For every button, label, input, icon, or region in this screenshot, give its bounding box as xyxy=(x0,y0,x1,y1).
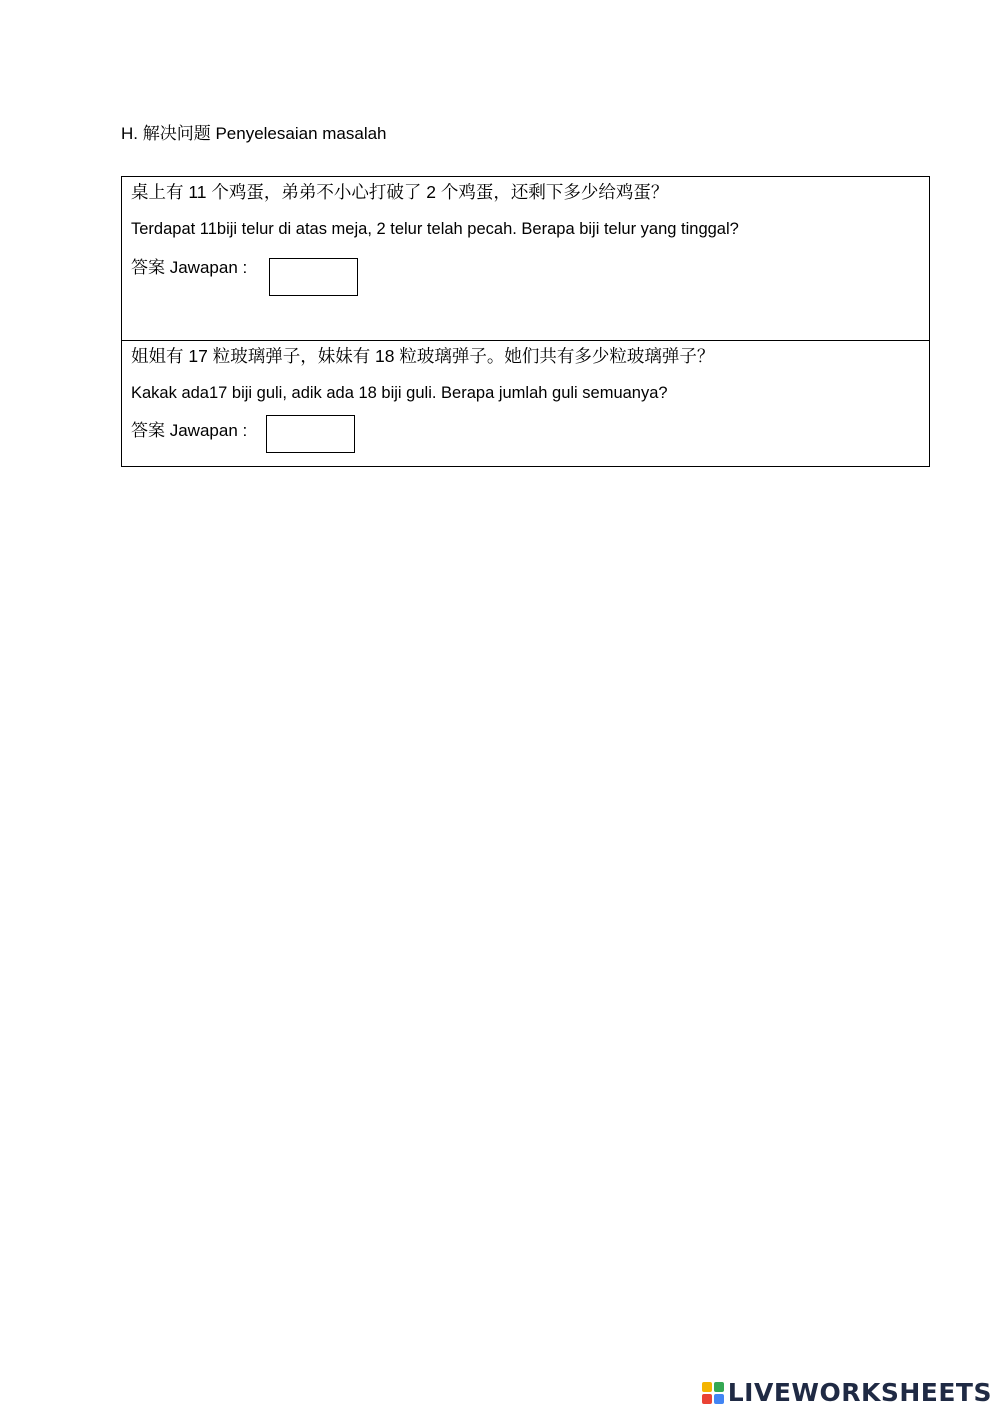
question-1-chinese-text: 桌上有 11 个鸡蛋，弟弟不小心打破了 2 个鸡蛋，还剩下多少给鸡蛋？ xyxy=(131,182,669,202)
question-2-chinese-text: 姐姐有 17 粒玻璃弹子，妹妹有 18 粒玻璃弹子。她们共有多少粒玻璃弹子？ xyxy=(131,346,715,366)
question-1 xyxy=(122,177,929,341)
logo-square-4 xyxy=(714,1394,724,1404)
logo-square-1 xyxy=(702,1382,712,1392)
question-2 xyxy=(122,341,929,466)
question-2-malay-text: Kakak ada17 biji guli, adik ada 18 biji guli. Berapa jumlah guli semuanya? xyxy=(131,384,668,402)
question-2-answer-box[interactable] xyxy=(266,415,355,453)
question-1-malay-text: Terdapat 11biji telur di atas meja, 2 telur telah pecah. Berapa biji telur yang tinggal? xyxy=(131,220,739,238)
liveworksheets-logo-icon xyxy=(702,1382,724,1404)
liveworksheets-brand xyxy=(702,1378,992,1407)
logo-square-2 xyxy=(714,1382,724,1392)
question-1-answer-label: 答案 Jawapan : xyxy=(131,258,248,277)
question-table xyxy=(121,176,930,467)
liveworksheets-wordmark: LIVEWORKSHEETS xyxy=(727,1378,992,1407)
logo-square-3 xyxy=(702,1394,712,1404)
section-heading: H. 解决问题 Penyelesaian masalah xyxy=(121,124,387,143)
question-1-answer-box[interactable] xyxy=(269,258,358,296)
question-2-answer-label: 答案 Jawapan : xyxy=(131,421,248,440)
